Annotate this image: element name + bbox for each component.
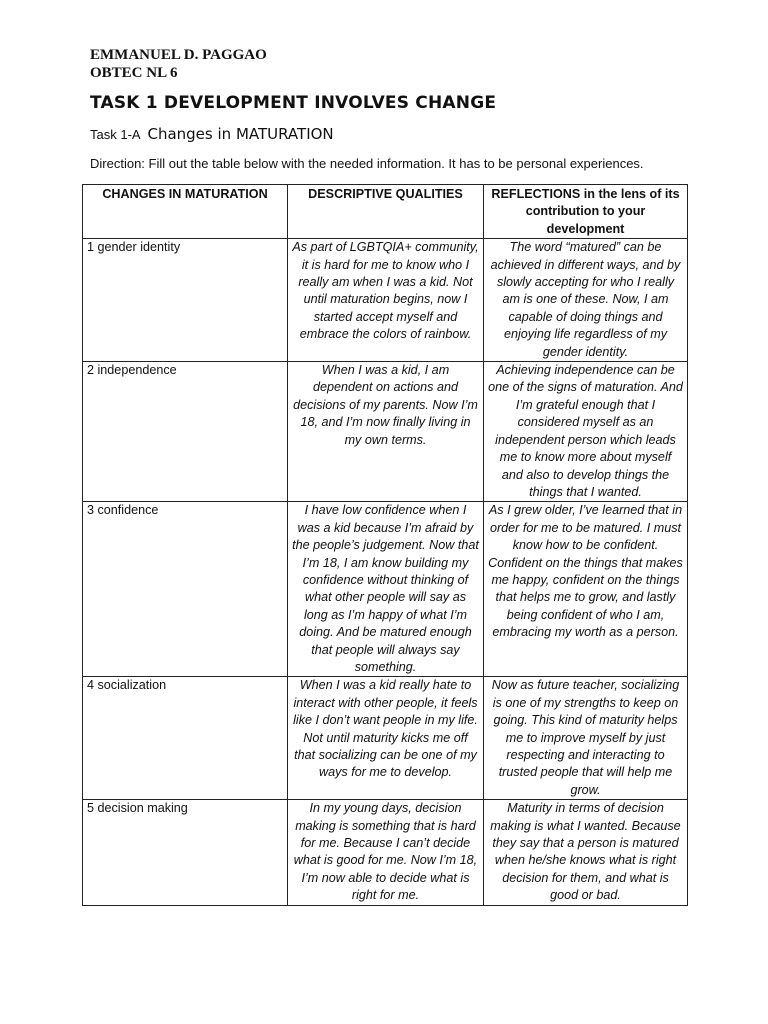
description-cell: I have low confidence when I was a kid because I’m afraid by the people’s judgement. Now that I’m 18, I am know building my confidence without thinking of what other people will say as long as I’m happy of what I’m doing. And be matured enough that people will always say something.	[288, 502, 484, 677]
reflection-cell: Achieving independence can be one of the signs of maturation. And I’m grateful enough that I considered myself as an independent person which leads me to know more about myself and also to develop things the things that I wanted.	[484, 362, 688, 502]
header-descriptive: DESCRIPTIVE QUALITIES	[288, 185, 484, 239]
table-header-row	[83, 185, 688, 239]
header-changes: CHANGES IN MATURATION	[83, 185, 288, 239]
subtask-heading	[90, 125, 334, 143]
subtask-label: Task 1-A	[90, 127, 140, 142]
table-row	[83, 502, 688, 677]
change-cell: 2 independence	[83, 362, 288, 502]
task-title: TASK 1 DEVELOPMENT INVOLVES CHANGE	[90, 93, 497, 113]
header-reflections: REFLECTIONS in the lens of its contribution to your development	[484, 185, 688, 239]
direction-text: Direction: Fill out the table below with the needed information. It has to be personal experiences.	[90, 156, 644, 171]
subtask-title: Changes in MATURATION	[147, 125, 334, 143]
author-block	[90, 46, 267, 82]
author-name: EMMANUEL D. PAGGAO	[90, 47, 267, 63]
maturation-table	[82, 184, 688, 906]
author-section: OBTEC NL 6	[90, 65, 178, 81]
change-cell: 1 gender identity	[83, 239, 288, 362]
table-row	[83, 800, 688, 905]
reflection-cell: Now as future teacher, socializing is one of my strengths to keep on going. This kind of maturity helps me to improve myself by just respecting and interacting to trusted people that will help me grow.	[484, 677, 688, 800]
change-cell: 4 socialization	[83, 677, 288, 800]
description-cell: When I was a kid really hate to interact with other people, it feels like I don’t want people in my life. Not until maturity kicks me off that socializing can be one of my ways for me to develop.	[288, 677, 484, 800]
change-cell: 3 confidence	[83, 502, 288, 677]
reflection-cell: As I grew older, I’ve learned that in order for me to be matured. I must know how to be confident. Confident on the things that makes me happy, confident on the things that helps me to grow, and lastly being confident of who I am, embracing my worth as a person.	[484, 502, 688, 677]
description-cell: As part of LGBTQIA+ community, it is hard for me to know who I really am when I was a kid. Not until maturation begins, now I started accept myself and embrace the colors of rainbow.	[288, 239, 484, 362]
description-cell: In my young days, decision making is something that is hard for me. Because I can’t decide what is good for me. Now I’m 18, I’m now able to decide what is right for me.	[288, 800, 484, 905]
description-cell: When I was a kid, I am dependent on actions and decisions of my parents. Now I’m 18, and I’m now finally living in my own terms.	[288, 362, 484, 502]
table-row	[83, 239, 688, 362]
table-row	[83, 362, 688, 502]
reflection-cell: The word “matured” can be achieved in different ways, and by slowly accepting for who I really am is one of these. Now, I am capable of doing things and enjoying life regardless of my gender identity.	[484, 239, 688, 362]
table-row	[83, 677, 688, 800]
reflection-cell: Maturity in terms of decision making is what I wanted. Because they say that a person is matured when he/she knows what is right decision for them, and what is good or bad.	[484, 800, 688, 905]
change-cell: 5 decision making	[83, 800, 288, 905]
